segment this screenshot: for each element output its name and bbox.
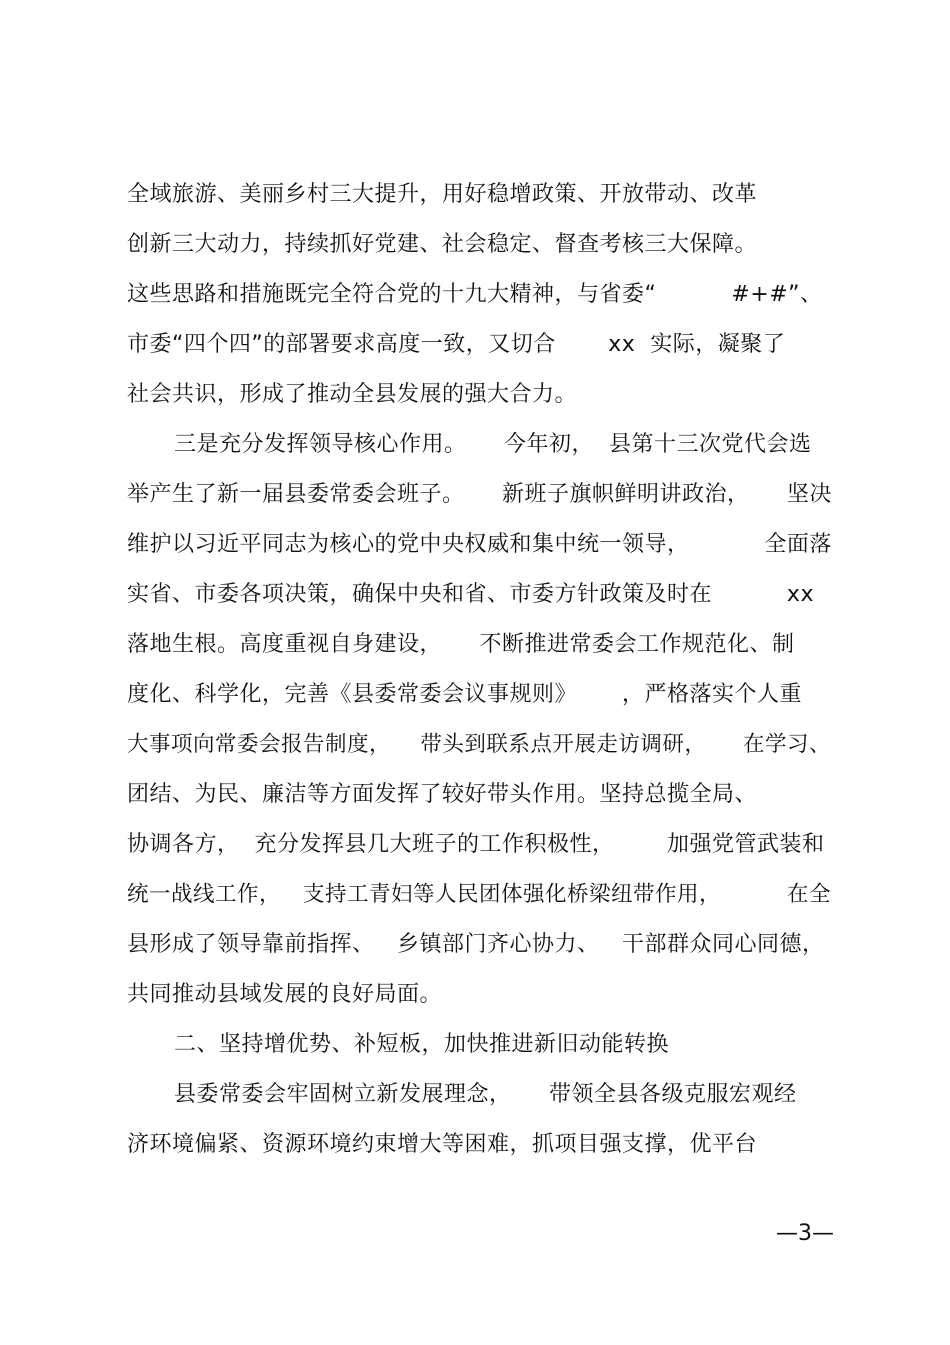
text-line: 落地生根。高度重视自身建设， 不断推进常委会工作规范化、制 — [127, 632, 795, 657]
text-line: 统一战线工作， 支持工青妇等人民团体强化桥梁纽带作用， 在全 — [127, 882, 832, 907]
text-line: 共同推动县域发展的良好局面。 — [127, 982, 443, 1007]
text-line: 县委常委会牢固树立新发展理念， 带领全县各级克服宏观经 — [174, 1082, 797, 1107]
text-line: 这些思路和措施既完全符合党的十九大精神，与省委“ #+#”、 — [127, 282, 823, 307]
section-heading: 二、坚持增优势、补短板，加快推进新旧动能转换 — [174, 1032, 670, 1057]
text-line: 济环境偏紧、资源环境约束增大等困难，抓项目强支撑，优平台 — [127, 1132, 758, 1157]
text-line: 创新三大动力，持续抓好党建、社会稳定、督查考核三大保障。 — [127, 232, 758, 257]
text-line: 协调各方， 充分发挥县几大班子的工作积极性， 加强党管武装和 — [127, 832, 825, 857]
text-line: 实省、市委各项决策，确保中央和省、市委方针政策及时在 xx — [127, 582, 814, 607]
text-line: 团结、为民、廉洁等方面发挥了较好带头作用。坚持总揽全局、 — [127, 782, 758, 807]
text-line: 举产生了新一届县委常委会班子。 新班子旗帜鲜明讲政治， 坚决 — [127, 482, 832, 507]
text-line: 三是充分发挥领导核心作用。 今年初， 县第十三次党代会选 — [174, 432, 812, 457]
text-line: 市委“四个四”的部署要求高度一致，又切合 xx 实际，凝聚了 — [127, 332, 786, 357]
page-number: —3— — [776, 1221, 834, 1246]
text-line: 县形成了领导靠前指挥、 乡镇部门齐心协力、 干部群众同心同德， — [127, 932, 825, 957]
text-line: 全域旅游、美丽乡村三大提升，用好稳增政策、开放带动、改革 — [127, 182, 758, 207]
text-line: 度化、科学化，完善《县委常委会议事规则》 ，严格落实个人重 — [127, 682, 802, 707]
text-line: 大事项向常委会报告制度， 带头到联系点开展走访调研， 在学习、 — [127, 732, 832, 757]
text-line: 社会共识，形成了推动全县发展的强大合力。 — [127, 382, 578, 407]
text-line: 维护以习近平同志为核心的党中央权威和集中统一领导， 全面落 — [127, 532, 832, 557]
